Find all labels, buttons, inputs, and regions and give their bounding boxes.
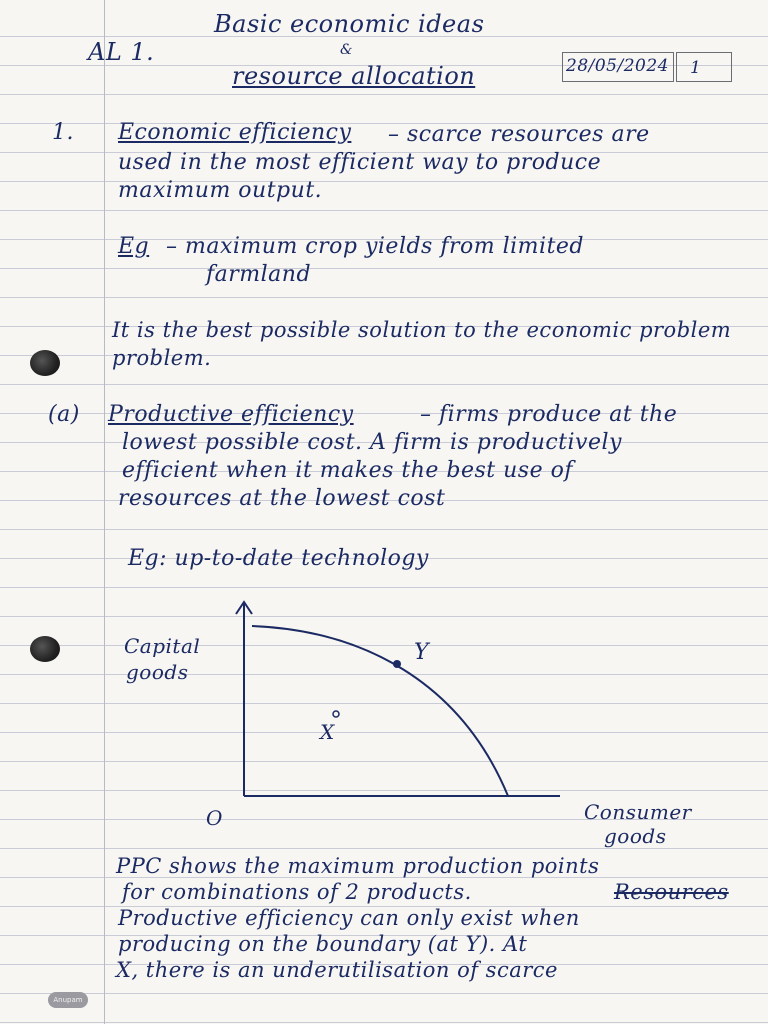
- example-text: Eg: up-to-date technology: [128, 546, 429, 571]
- point-y-label: Y: [414, 640, 430, 665]
- definition-line: lowest possible cost. A firm is productively: [122, 430, 622, 455]
- struck-word: Resources: [614, 880, 729, 904]
- section-number: 1.: [52, 120, 74, 145]
- x-axis-label: goods: [604, 824, 667, 848]
- unit-label: AL 1.: [88, 38, 155, 66]
- point-x-label: X: [320, 720, 335, 744]
- explanation-line: Productive efficiency can only exist when: [118, 906, 580, 930]
- brand-logo: Anupam: [48, 992, 88, 1008]
- page-number: 1: [690, 58, 702, 78]
- definition-line: maximum output.: [118, 178, 323, 203]
- explanation-line: producing on the boundary (at Y). At: [118, 932, 528, 956]
- term-heading: Productive efficiency: [108, 402, 354, 427]
- example-text: farmland: [206, 262, 312, 287]
- date-text: 28/05/2024: [566, 56, 669, 76]
- y-axis-label: Capital: [124, 634, 201, 658]
- explanation-line: for combinations of 2 products.: [122, 880, 472, 904]
- point-y-marker: [393, 660, 401, 668]
- point-x-marker: [333, 711, 339, 717]
- example-label: Eg: [118, 234, 150, 259]
- origin-label: O: [206, 806, 223, 830]
- explanation-line: PPC shows the maximum production points: [116, 854, 600, 878]
- x-axis-label: Consumer: [584, 800, 692, 824]
- term-heading: Economic efficiency: [118, 120, 352, 145]
- explanation-line: X, there is an underutilisation of scarce: [116, 958, 558, 982]
- definition-line: efficient when it makes the best use of: [122, 458, 573, 483]
- definition-line: – firms produce at the: [420, 402, 678, 427]
- y-axis-label: goods: [126, 660, 189, 684]
- note-text: It is the best possible solution to the economic problem: [112, 318, 732, 342]
- note-text: problem.: [112, 346, 212, 370]
- subsection-number: (a): [48, 402, 80, 427]
- page-title-line1: Basic economic ideas: [214, 10, 485, 38]
- page-title-line2: resource allocation: [232, 62, 476, 90]
- definition-line: resources at the lowest cost: [118, 486, 446, 511]
- page-title-amp: &: [340, 42, 353, 58]
- definition-line: used in the most efficient way to produce: [118, 150, 602, 175]
- ppc-curve: [252, 626, 508, 796]
- example-text: – maximum crop yields from limited: [166, 234, 585, 259]
- definition-line: – scarce resources are: [388, 122, 650, 147]
